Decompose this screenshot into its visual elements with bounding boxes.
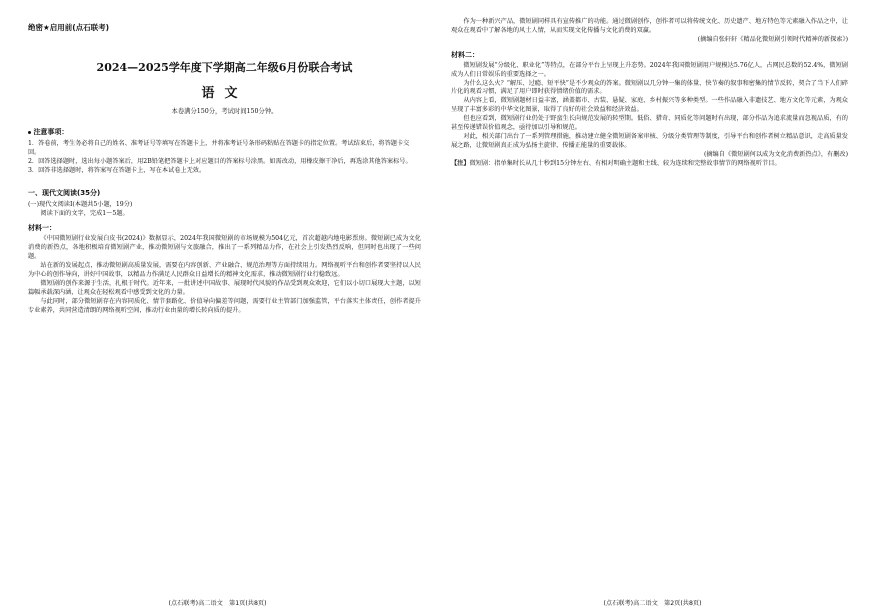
footnote-label: 【注】: [451, 159, 470, 167]
material2-paragraph: 但也应看到，微短剧行业仍处于野蛮生长向规范发展的转型期。低俗、猎奇、同质化等问题时有出现，部分作品为追求流量而忽视品质，有的甚至传递错误价值观念，亟待加以引导和规范。: [451, 115, 848, 132]
page-footer-left: (点石联考)高二语文 第1页(共8页): [168, 600, 267, 607]
exam-page-right: [435, 0, 870, 615]
material2-paragraph: 为什么这么火？“解压、过瘾、短平快”是不少观众的答案。微短剧以几分钟一集的体量、快节奏的叙事和密集的情节反转，契合了当下人们碎片化的观看习惯，满足了用户即时获得情绪价值的需求。: [451, 79, 848, 96]
notice-heading: 注意事项：: [28, 127, 421, 137]
material2-paragraph: 从内容上看，微短剧题材日益丰富，涵盖都市、古装、悬疑、家庭、乡村振兴等多种类型。一些作品融入非遗技艺、地方文化等元素，为观众呈现了丰富多彩的中华文化图景，取得了良好的社会效益和经济效益。: [451, 97, 848, 114]
intro-paragraph: 作为一种新兴产品，微短剧同样具有宣传推广的功能。通过微剧创作，创作者可以将传统文化、历史遗产、地方特色等元素融入作品之中，让观众在观看中了解各地的风土人情，从而实现文化传播与文化消费的双赢。: [451, 18, 848, 34]
material2-paragraph: 微短剧发展“分级化、职业化”等特点，在部分平台上呈现上升态势。2024年我国微短剧用户规模达5.76亿人，占网民总数的52.4%，微短剧成为人们日常娱乐的重要选择之一。: [451, 61, 848, 78]
source-citation-1: (摘编自张轩轩《精品化微短剧引领时代精神的新探索》): [697, 35, 848, 43]
exam-title: 2024—2025学年度下学期高二年级6月份联合考试: [96, 61, 353, 74]
notice-item: 2．回答选择题时，选出每小题答案后，用2B铅笔把答题卡上对应题目的答案标号涂黑。如需改动，用橡皮擦干净后，再选涂其他答案标号。: [28, 157, 412, 165]
notice-item: 1．答卷前，考生务必将自己的姓名、准考证号等填写在答题卡上，并将准考证号条形码粘贴在答题卡的指定位置。考试结束后，将答题卡交回。: [28, 140, 410, 156]
section-heading: 一、现代文阅读(35分): [28, 188, 101, 197]
material1-label: 材料一：: [28, 224, 56, 233]
material1-paragraph: 微短剧的创作来源于生活，扎根于时代。近年来，一批讲述中国故事、展现时代风貌的作品受到观众欢迎，它们以小切口展现大主题，以短篇幅承载深内涵，让观众在轻松观看中感受到文化的力量。: [28, 279, 421, 296]
material1-paragraph: 与此同时，部分微短剧存在内容同质化、情节套路化、价值导向偏差等问题，需要行业主管部门加强监管，平台落实主体责任，创作者提升专业素养，共同营造清朗的网络视听空间，推动行业由量的增长转向质的提升。: [28, 297, 421, 314]
source-citation-2: (摘编自《微短剧何以成为文化消费新热点》，有删改): [703, 150, 848, 158]
material2-paragraph: 对此，相关部门出台了一系列管理措施，推动建立健全微短剧备案审核、分级分类管理等制度，引导平台和创作者树立精品意识，走高质量发展之路，让微短剧真正成为弘扬主旋律、传播正能量的重要载体。: [451, 132, 848, 149]
score-line: 本卷满分150分，考试时间150分钟。: [171, 108, 278, 115]
instruction-text: 阅读下面的文字，完成1～5题。: [40, 209, 129, 217]
secret-label: 绝密★启用前(点石联考): [28, 23, 110, 32]
page-footer-right: (点石联考)高二语文 第2页(共8页): [603, 600, 702, 607]
material1-paragraph: 《中国微短剧行业发展白皮书(2024)》数据显示，2024年我国微短剧的市场规模为504亿元，首次超越内地电影票房。微短剧已成为文化消费的新热点，各地积极培育微短剧产业，推动微短剧与文旅融合，推出了一系列精品力作，在社会上引发热烈反响，但同时也出现了一些问题。: [28, 235, 421, 261]
material2-label: 材料二：: [451, 50, 479, 59]
footnote-text: 微短剧：指单集时长从几十秒到15分钟左右、有相对明确主题和主线、较为连续和完整故事情节的网络视听节目。: [469, 159, 781, 167]
bullet-icon: [28, 131, 31, 134]
subject-title: 语文: [201, 86, 248, 101]
subsection-heading: (一)现代文阅读Ⅰ(本题共5小题，19分): [28, 200, 133, 208]
material1-paragraph: 站在新的发展起点，推动微短剧高质量发展，需要在内容创新、产业融合、规范治理等方面持续用力。网络视听平台和创作者要坚持以人民为中心的创作导向，讲好中国故事，以精品力作满足人民群众日益增长的精神文化需求，推动微短剧行业行稳致远。: [28, 262, 421, 279]
notice-item: 3．回答非选择题时，将答案写在答题卡上，写在本试卷上无效。: [28, 166, 206, 174]
footnote: [451, 160, 848, 169]
